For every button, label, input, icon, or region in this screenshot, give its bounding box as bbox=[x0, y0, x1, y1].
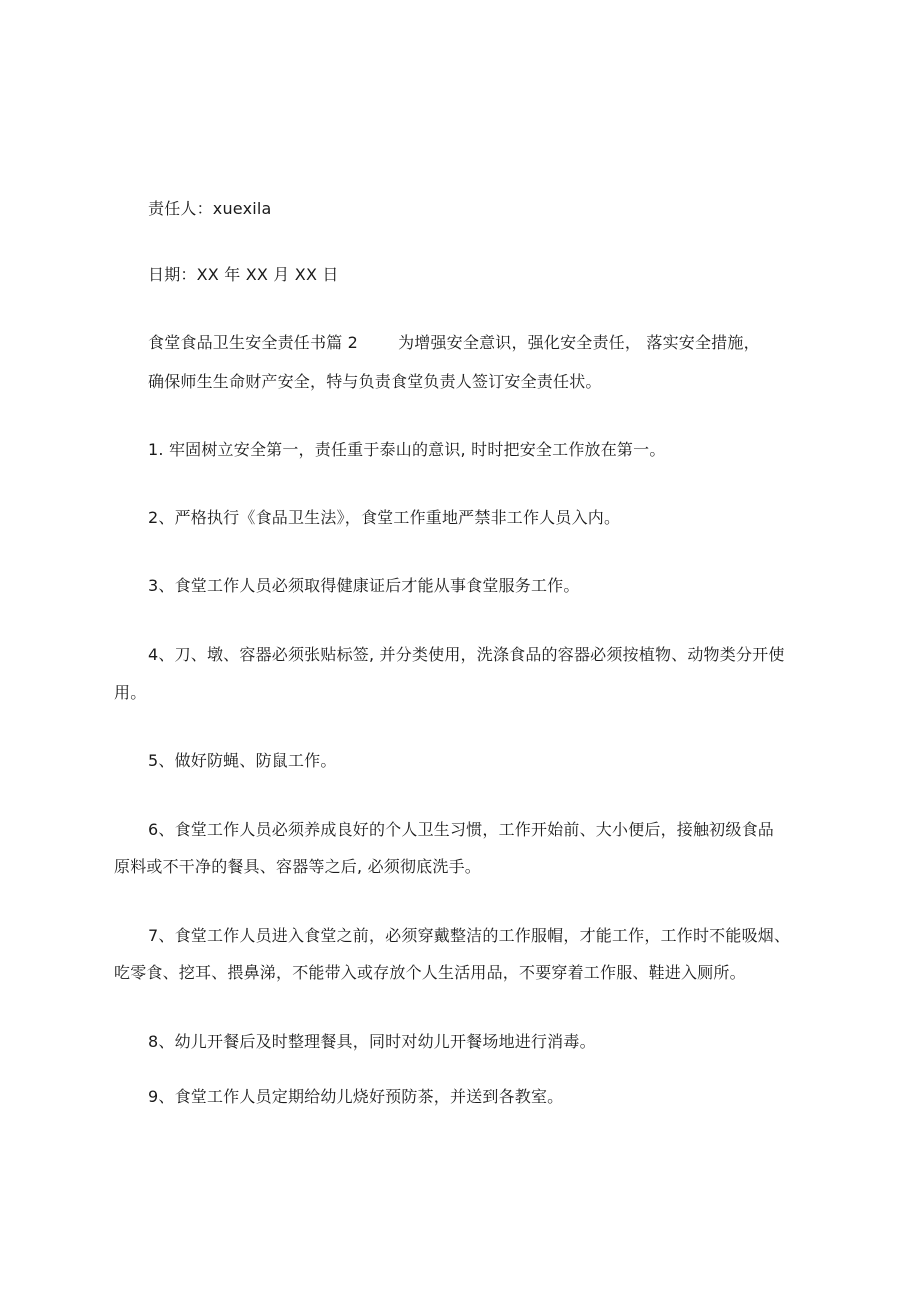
section-title: 食堂食品卫生安全责任书篇 2 bbox=[148, 333, 359, 352]
list-item-8: 8、幼儿开餐后及时整理餐具，同时对幼儿开餐场地进行消毒。 bbox=[148, 1032, 596, 1051]
date-line: 日期：XX 年 XX 月 XX 日 bbox=[148, 265, 339, 284]
list-item-2: 2、严格执行《食品卫生法》，食堂工作重地严禁非工作人员入内。 bbox=[148, 508, 621, 527]
list-item-6-line1: 6、食堂工作人员必须养成良好的个人卫生习惯，工作开始前、大小便后，接触初级食品 bbox=[148, 820, 774, 839]
list-item-4-line1: 4、刀、墩、容器必须张贴标签, 并分类使用，洗涤食品的容器必须按植物、动物类分开使 bbox=[148, 645, 785, 664]
list-item-9: 9、食堂工作人员定期给幼儿烧好预防茶，并送到各教室。 bbox=[148, 1087, 564, 1106]
list-item-3: 3、食堂工作人员必须取得健康证后才能从事食堂服务工作。 bbox=[148, 576, 580, 595]
list-item-1: 1. 牢固树立安全第一，责任重于泰山的意识, 时时把安全工作放在第一。 bbox=[148, 440, 666, 459]
list-item-7-line1: 7、食堂工作人员进入食堂之前，必须穿戴整洁的工作服帽，才能工作，工作时不能吸烟、 bbox=[148, 926, 791, 945]
intro-text-line2: 确保师生生命财产安全，特与负责食堂负责人签订安全责任状。 bbox=[148, 372, 602, 391]
list-item-4-line2: 用。 bbox=[114, 683, 147, 702]
responsible-person-line: 责任人：xuexila bbox=[148, 199, 272, 218]
list-item-5: 5、做好防蝇、防鼠工作。 bbox=[148, 751, 337, 770]
intro-text-line1: 为增强安全意识，强化安全责任， 落实安全措施， bbox=[398, 333, 760, 352]
section-heading-line bbox=[148, 333, 760, 353]
list-item-7-line2: 吃零食、挖耳、揋鼻涕，不能带入或存放个人生活用品，不要穿着工作服、鞋进入厕所。 bbox=[114, 963, 746, 982]
list-item-6-line2: 原料或不干净的餐具、容器等之后, 必须彻底洗手。 bbox=[114, 857, 481, 876]
